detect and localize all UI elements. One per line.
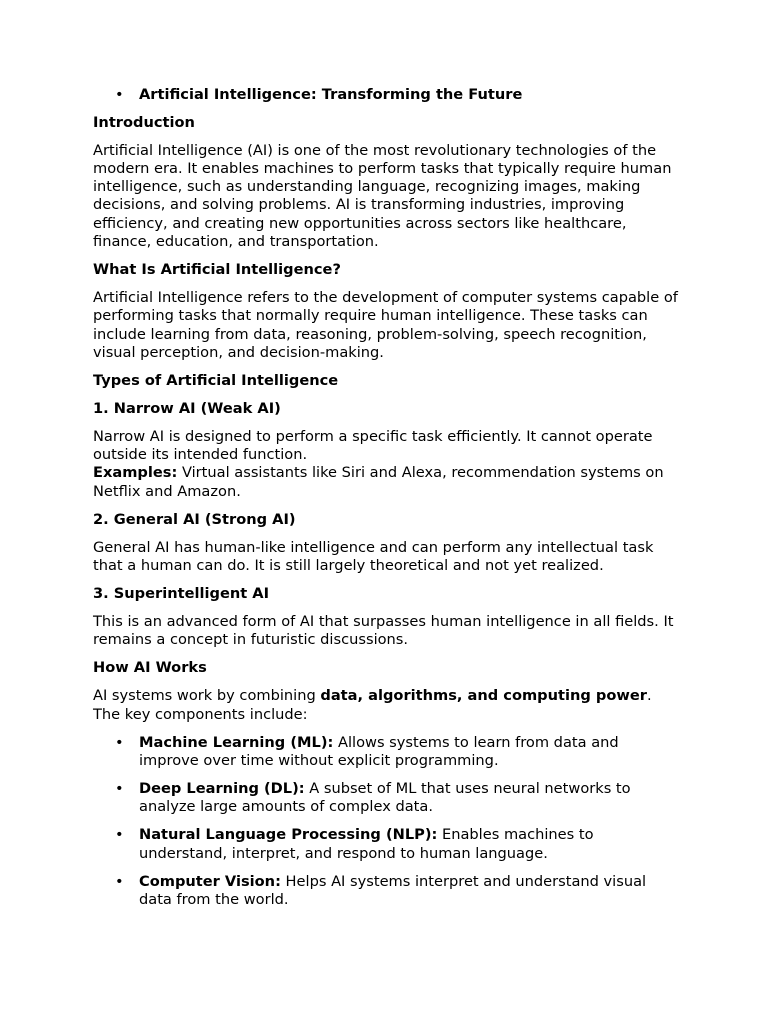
- component-label: Computer Vision:: [139, 872, 281, 890]
- how-intro-before: AI systems work by combining: [93, 687, 321, 705]
- narrow-ai-paragraph: [93, 428, 683, 501]
- how-intro-after: . The key components include:: [93, 687, 652, 723]
- introduction-heading: Introduction: [93, 113, 195, 131]
- bullet-icon: •: [115, 779, 124, 797]
- superintelligent-ai-paragraph: This is an advanced form of AI that surpasses human intelligence in all fields. It remains a concept in futuristic discussions.: [93, 613, 674, 649]
- list-item: [93, 780, 683, 817]
- bullet-icon: •: [115, 826, 124, 844]
- list-item: [93, 826, 683, 863]
- examples-text: Virtual assistants like Siri and Alexa, recommendation systems on Netflix and Amazon.: [93, 464, 664, 500]
- component-text: Helps AI systems interpret and understand visual data from the world.: [139, 872, 647, 909]
- document-page: [93, 86, 683, 919]
- component-text: Enables machines to understand, interpret, and respond to human language.: [139, 826, 594, 862]
- introduction-paragraph: Artificial Intelligence (AI) is one of the most revolutionary technologies of the modern era. It enables machines to perform tasks that typically require human intelligence, such as understanding language, recognizing images, making decisions, and solving problems. AI is transforming industries, improving efficiency, and creating new opportunities across sectors like healthcare, finance, education, and transportation.: [93, 141, 672, 251]
- types-heading: Types of Artificial Intelligence: [93, 371, 339, 389]
- components-list: [93, 734, 683, 910]
- how-ai-works-paragraph: [93, 687, 683, 724]
- list-item: [93, 734, 683, 771]
- title-list-item: [93, 86, 683, 104]
- document-title: Artificial Intelligence: Transforming the Future: [139, 86, 523, 103]
- narrow-ai-text: Narrow AI is designed to perform a specific task efficiently. It cannot operate outside its intended function.: [93, 427, 653, 464]
- bullet-icon: •: [115, 86, 124, 103]
- superintelligent-ai-heading: 3. Superintelligent AI: [93, 585, 270, 603]
- list-item: [93, 873, 683, 910]
- bullet-icon: •: [115, 872, 124, 890]
- what-is-ai-paragraph: Artificial Intelligence refers to the development of computer systems capable of performing tasks that normally require human intelligence. These tasks can include learning from data, reasoning, problem-solving, speech recognition, visual perception, and decision-making.: [93, 289, 678, 361]
- general-ai-paragraph: General AI has human-like intelligence and can perform any intellectual task that a human can do. It is still largely theoretical and not yet realized.: [93, 538, 654, 575]
- bullet-icon: •: [115, 733, 124, 751]
- component-text: Allows systems to learn from data and improve over time without explicit programming.: [139, 733, 619, 769]
- title-list: [93, 86, 683, 104]
- component-label: Machine Learning (ML):: [139, 733, 334, 751]
- what-is-ai-heading: What Is Artificial Intelligence?: [93, 261, 341, 279]
- component-label: Natural Language Processing (NLP):: [139, 826, 438, 844]
- how-intro-bold: data, algorithms, and computing power: [320, 687, 647, 705]
- component-label: Deep Learning (DL):: [139, 779, 305, 797]
- narrow-ai-heading: 1. Narrow AI (Weak AI): [93, 399, 281, 417]
- component-text: A subset of ML that uses neural networks to analyze large amounts of complex data.: [139, 779, 631, 816]
- general-ai-heading: 2. General AI (Strong AI): [93, 510, 296, 528]
- how-ai-works-heading: How AI Works: [93, 659, 207, 677]
- examples-label: Examples:: [93, 464, 178, 482]
